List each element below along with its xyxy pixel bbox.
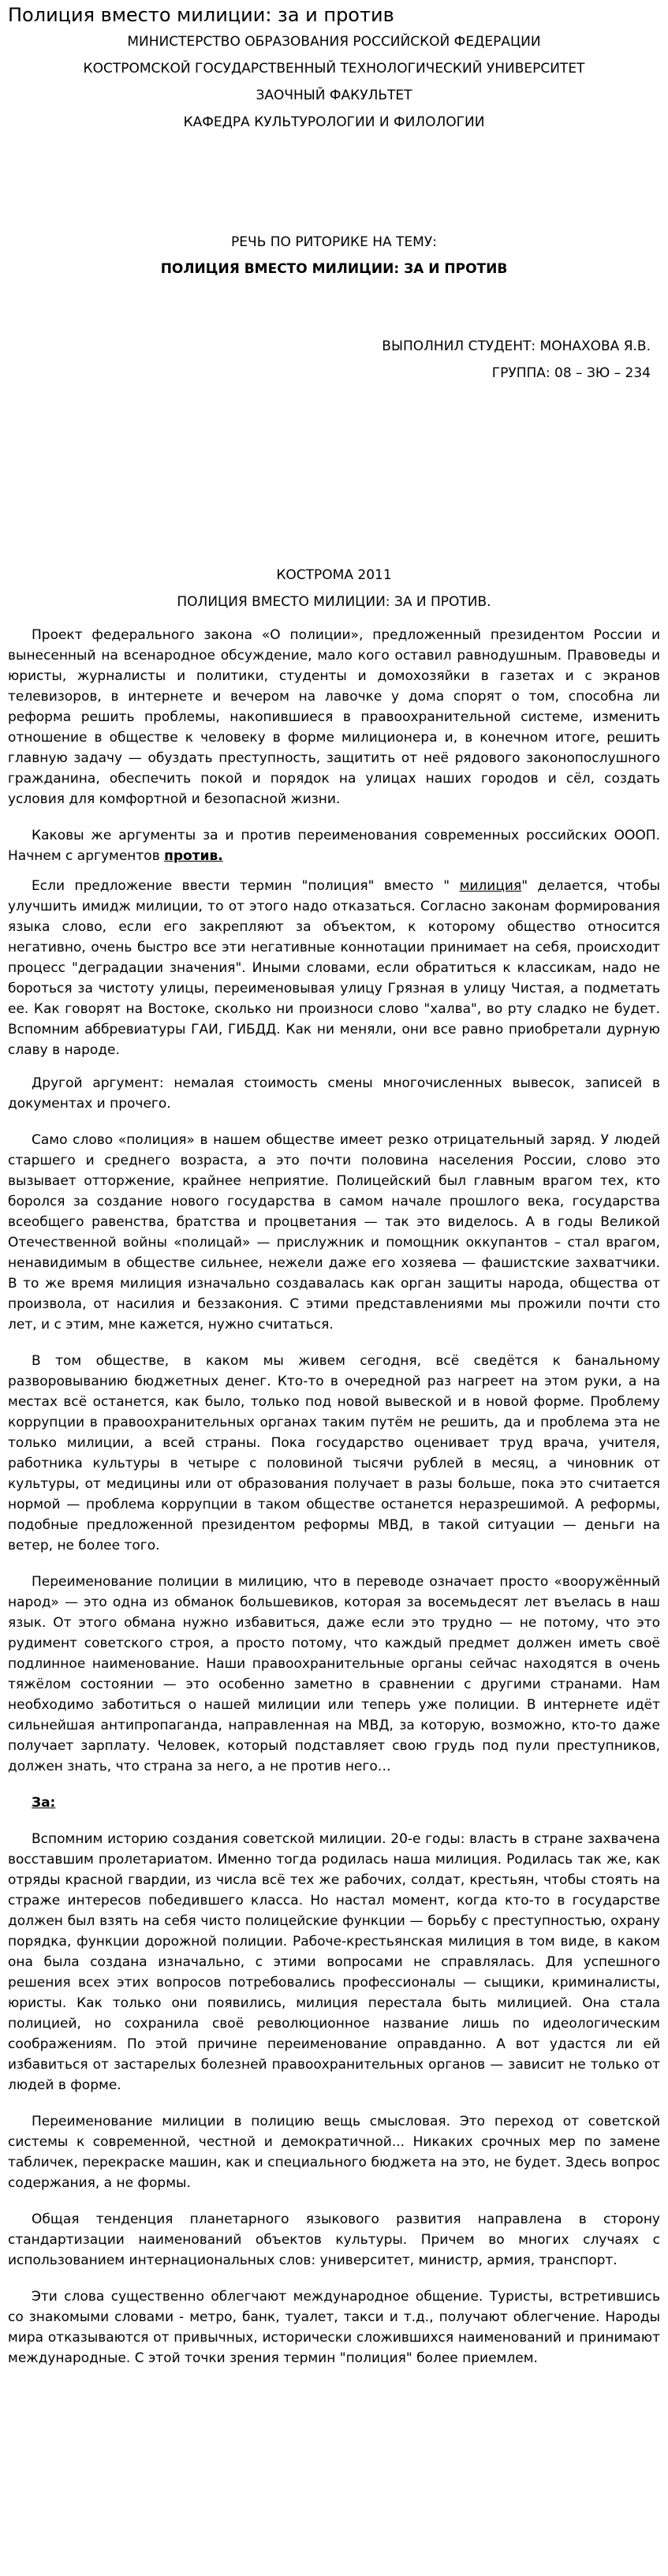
for-heading: За: — [32, 1795, 56, 1811]
against-keyword: против. — [164, 848, 223, 864]
header-line-university: КОСТРОМСКОЙ ГОСУДАРСТВЕННЫЙ ТЕХНОЛОГИЧЕСКИЙ УНИВЕРСИТЕТ — [83, 61, 585, 77]
paragraph-semantic-change: Переименование милиции в полицию вещь смысловая. Это переход от советской системы к современной, честной и демократичной... Никаких срочных мер по замене табличек, перекраске машин, как и специального бюджета на это, не будет. Здесь вопрос содержания, а не формы. — [8, 2114, 660, 2191]
header-line-department: КАФЕДРА КУЛЬТУРОЛОГИИ И ФИЛОЛОГИИ — [183, 114, 485, 130]
paragraph-corruption: В том обществе, в каком мы живем сегодня, всё сведётся к банальному разворовыванию бюджетных денег. Кто-то в очередной раз нагреет на этом руки, а на местах всё останется, как было, только под новой вывеской и в новой форме. Проблему коррупции в правоохранительных органах таким путём не решить, да и проблема эта не только милиции, а всей страны. Пока государство оценивает труд врача, учителя, работника культуры в четыре с половиной тысячи рублей в месяц, а чиновник от культуры, от медицины или от образования получает в разы больше, пока это считается нормой — проблема коррупции в таком обществе останется неразрешимой. А реформы, подобные предложенной президентом реформы МВД, в такой ситуации — деньги на ветер, не более того. — [8, 1353, 660, 1553]
title-page-header — [8, 28, 660, 136]
paragraph-term-argument — [8, 876, 660, 1060]
author-line: ВЫПОЛНИЛ СТУДЕНТ: МОНАХОВА Я.В. — [382, 338, 651, 354]
body-heading: ПОЛИЦИЯ ВМЕСТО МИЛИЦИИ: ЗА И ПРОТИВ. — [177, 594, 491, 610]
city-year: КОСТРОМА 2011 — [276, 567, 392, 583]
paragraph-against-intro — [8, 825, 660, 866]
paragraph-history: Вспомним историю создания советской милиции. 20-е годы: власть в стране захвачена восставшим пролетариатом. Именно тогда родилась наша милиция. Родилась так же, как отряды красной гвардии, из числа всё тех же рабочих, солдат, крестьян, чтобы стоять на страже интересов победившего класса. Но настал момент, когда кто-то в государстве должен был взять на себя чисто полицейские функции — борьбу с преступностью, охрану порядка, функции дорожной полиции. Рабоче-крестьянская милиция в том виде, в каком она была создана изначально, с этими вопросами не справлялась. Для успешного решения всех этих вопросов потребовались профессионалы — сыщики, криминалисты, юристы. Как только они появились, милиция перестала быть милицией. Она стала полицией, но сохранила своё революционное название лишь по идеологическим соображениям. По этой причине переименование оправданно. А вот удастся ли ей избавиться от застарелых болезней правоохранительных органов — зависит не только от людей в форме. — [8, 1831, 660, 2093]
militsiya-link[interactable]: милиция — [459, 878, 522, 894]
paragraph-international-words: Эти слова существенно облегчают международное общение. Туристы, встретившись со знакомыми словами - метро, банк, туалет, такси и т.д., получают облегчение. Народы мира отказываются от привычных, исторически сложившихся наименований и принимают международные. С этой точки зрения термин "полиция" более приемлем. — [8, 2289, 660, 2366]
header-line-ministry: МИНИСТЕРСТВО ОБРАЗОВАНИЯ РОССИЙСКОЙ ФЕДЕРАЦИИ — [127, 34, 541, 50]
paragraph-language-trend: Общая тенденция планетарного языкового развития направлена в сторону стандартизации наименований объектов культуры. Причем во многих случаях с использованием интернациональных слов: университет, министр, армия, транспорт. — [8, 2211, 660, 2268]
header-line-faculty: ЗАОЧНЫЙ ФАКУЛЬТЕТ — [256, 88, 412, 103]
page-title: Полиция вместо милиции: за и против — [8, 4, 394, 26]
term-argument-text-start: Если предложение ввести термин "полиция" вместо " — [32, 878, 460, 894]
group-line: ГРУППА: 08 – ЗЮ – 234 — [491, 365, 651, 381]
document-page — [0, 2, 668, 2368]
paragraph-against-intro-text: Каковы же аргументы за и против переименования современных российских ОООП. Начнем с аргументов — [8, 828, 660, 864]
term-argument-text-end: " делается, чтобы улучшить имидж милиции, то от этого надо отказаться. Согласно законам формирования языка слово, если его закрепляют за объектом, к которому общество относится негативно, очень быстро все эти негативные коннотации принимает на себя, происходит процесс "деградации значения". Иными словами, если обратиться к классикам, надо не бороться за чистоту улицы, переименовывая улицу Грязная в улицу Чистая, а подметать ее. Как говорят на Востоке, сколько ни произноси слово "халва", во рту сладко не будет. Вспомним аббревиатуры ГАИ, ГИБДД. Как ни меняли, они все равно приобретали дурную славу в народе. — [8, 878, 661, 1058]
speech-label: РЕЧЬ ПО РИТОРИКЕ НА ТЕМУ: — [231, 234, 437, 250]
paragraph-word-connotation: Само слово «полиция» в нашем обществе имеет резко отрицательный заряд. У людей старшего и среднего возраста, а это почти половина населения России, слово это вызывает отторжение, крайнее неприятие. Полицейский был главным врагом тех, кто боролся за создание нового государства в самом начале прошлого века, государства всеобщего равенства, братства и процветания — так это виделось. А в годы Великой Отечественной войны «полицай» — прислужник и помощник оккупантов – стал врагом, ненавидимым в обществе сильнее, нежели даже его хозяева — фашистские захватчики. В то же время милиция изначально создавалась как орган защиты народа, общества от произвола, от насилия и беззакония. С этими представлениями мы прожили почти сто лет, и с этим, мне кажется, нужно считаться. — [8, 1132, 660, 1333]
speech-title: ПОЛИЦИЯ ВМЕСТО МИЛИЦИИ: ЗА И ПРОТИВ — [160, 261, 508, 277]
paragraph-intro: Проект федерального закона «О полиции», предложенный президентом России и вынесенный на всенародное обсуждение, мало кого оставил равнодушным. Правоведы и юристы, журналисты и политики, студенты и домохозяйки в газетах и с экранов телевизоров, в интернете и вечером на лавочке у дома спорят о том, способна ли реформа решить проблемы, накопившиеся в правоохранительной системе, изменить отношение в обществе к человеку в форме милиционера и, в конечном итоге, решить главную задачу — обуздать преступность, защитить от неё рядового законопослушного гражданина, обеспечить покой и порядок на улицах наших городов и сёл, создать условия для комфортной и безопасной жизни. — [8, 627, 660, 807]
paragraph-renaming: Переименование полиции в милицию, что в переводе означает просто «вооружённый народ» — это одна из обманок большевиков, которая за восемьдесят лет въелась в наш язык. От этого обмана нужно избавиться, даже если это трудно — не потому, что это рудимент советского строя, а просто потому, что каждый предмет должен иметь своё подлинное наименование. Наши правоохранительные органы сейчас находятся в очень тяжёлом состоянии — это особенно заметно в сравнении с другими странами. Нам необходимо заботиться о нашей милиции или теперь уже полиции. В интернете идёт сильнейшая антипропаганда, направленная на МВД, за которую, возможно, кто-то даже получает зарплату. Человек, который подставляет свою грудь под пули преступников, должен знать, что страна за него, а не против него… — [8, 1574, 660, 1774]
paragraph-cost-argument: Другой аргумент: немалая стоимость смены многочисленных вывесок, записей в документах и прочего. — [8, 1075, 660, 1112]
